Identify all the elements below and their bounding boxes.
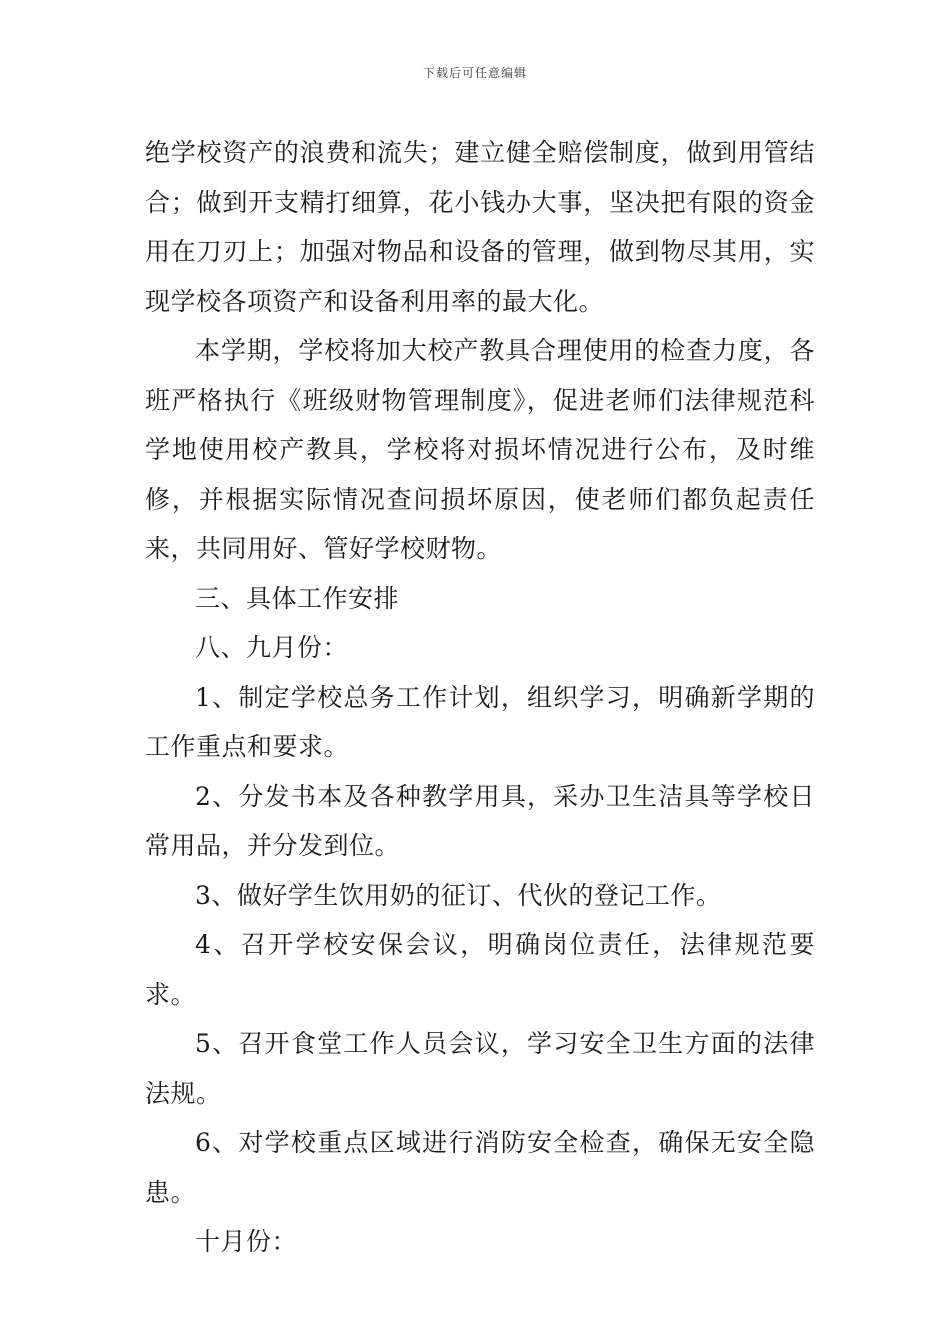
month-heading-aug-sep: 八、九月份： <box>195 633 349 662</box>
list-item-6: 6、对学校重点区域进行消防安全检查，确保无安全隐患。 <box>145 1128 815 1207</box>
header-note: 下载后可任意编辑 <box>422 66 527 80</box>
paragraph-1: 绝学校资产的浪费和流失；建立健全赔偿制度，做到用管结合；做到开支精打细算，花小钱办大事，坚决把有限的资金用在刀刃上；加强对物品和设备的管理，做到物尽其用，实现学校各项资产和设备利用率的最大化。 <box>145 138 815 316</box>
section-heading: 三、具体工作安排 <box>195 583 400 613</box>
list-item-5: 5、召开食堂工作人员会议，学习安全卫生方面的法律法规。 <box>145 1029 815 1108</box>
list-item-3: 3、做好学生饮用奶的征订、代伙的登记工作。 <box>195 880 722 910</box>
paragraph-2: 本学期，学校将加大校产教具合理使用的检查力度，各班严格执行《班级财物管理制度》，促进老师们法律规范科学地使用校产教具，学校将对损坏情况进行公布，及时维修，并根据实际情况查问损坏原因，使老师们都负起责任来，共同用好、管好学校财物。 <box>145 336 815 563</box>
list-item-4: 4、召开学校安保会议，明确岗位责任，法律规范要求。 <box>145 930 815 1009</box>
list-item-1: 1、制定学校总务工作计划，组织学习，明确新学期的工作重点和要求。 <box>145 682 815 761</box>
list-item-2: 2、分发书本及各种教学用具，采办卫生洁具等学校日常用品，并分发到位。 <box>145 781 815 860</box>
month-heading-oct: 十月份： <box>195 1227 298 1256</box>
document-body <box>145 128 815 1267</box>
